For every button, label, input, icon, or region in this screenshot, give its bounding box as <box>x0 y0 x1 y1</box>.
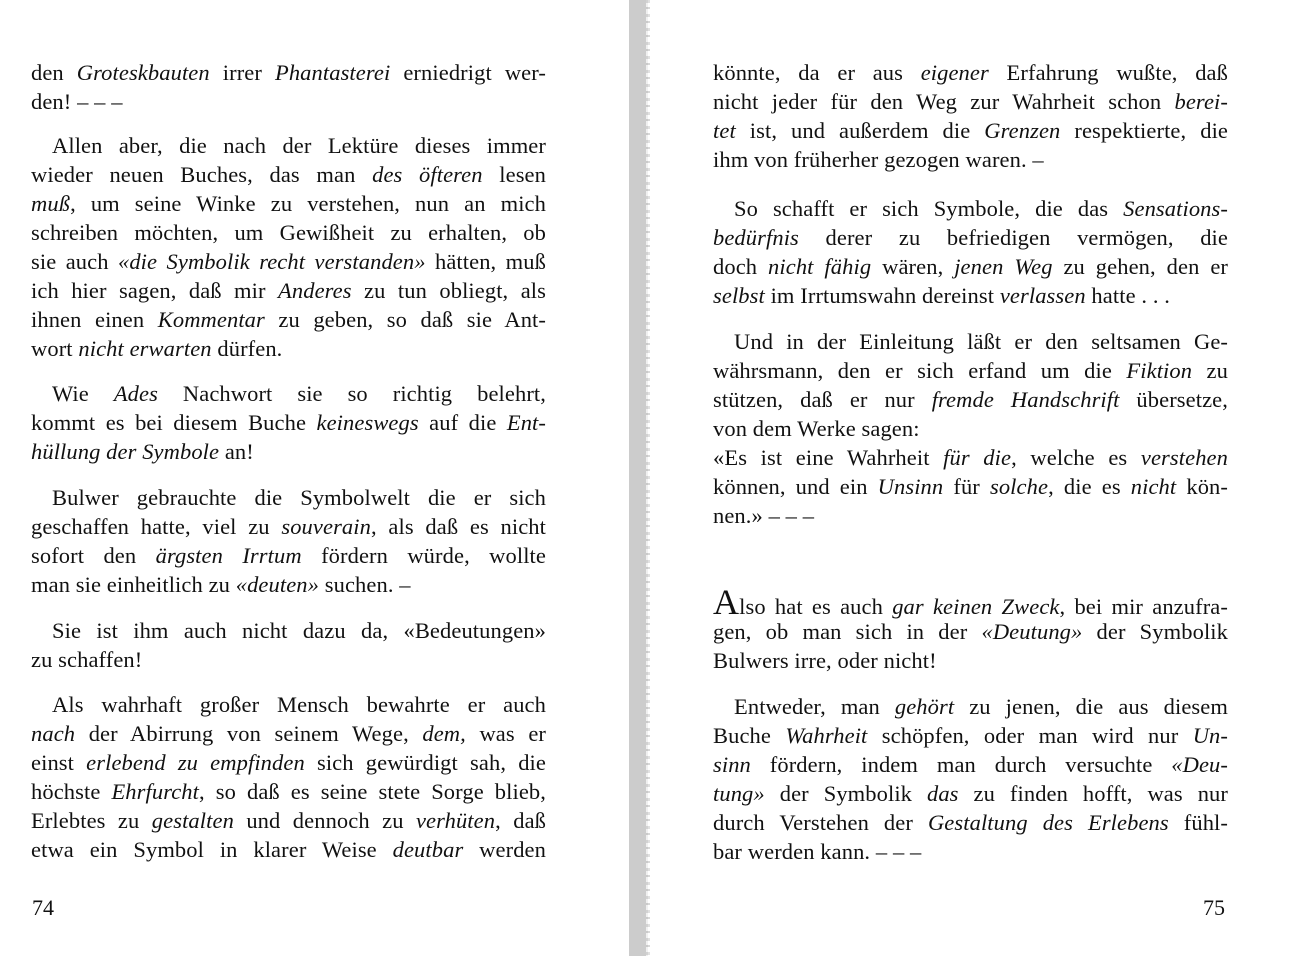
text-run: nicht jeder für den Weg zur Wahrheit schon <box>713 89 1175 114</box>
right-page <box>648 0 1300 956</box>
text-run: , welche es <box>1011 445 1141 470</box>
text-run: sich gewürdigt sah, die <box>304 750 546 775</box>
text-run: den! – – – <box>31 89 123 114</box>
text-run: zu gehen, den er <box>1052 254 1228 279</box>
text-run: lso hat es auch <box>739 594 893 619</box>
text-line <box>713 414 1228 443</box>
text-run: kön- <box>1176 474 1228 499</box>
italic-emphasis: ärgsten Irrtum <box>155 543 302 568</box>
left-page-number: 74 <box>32 895 54 920</box>
text-line <box>31 58 546 87</box>
text-run: währsmann, den er sich erfand um die <box>713 358 1127 383</box>
text-run: man sie einheitlich zu <box>31 572 236 597</box>
italic-emphasis: gestalten <box>151 808 234 833</box>
italic-emphasis: Phantasterei <box>274 60 391 85</box>
text-line <box>31 437 546 466</box>
text-run: «Es ist eine Wahrheit <box>713 445 944 470</box>
text-line <box>713 194 1228 223</box>
text-run: wieder neuen Buches, das man <box>31 162 373 187</box>
text-run: Wie <box>52 381 114 406</box>
text-run: zu geben, so daß sie Ant- <box>264 307 546 332</box>
text-run: kommt es bei diesem Buche <box>31 410 317 435</box>
text-line <box>31 218 546 247</box>
text-run: im Irrtumswahn dereinst <box>764 283 1000 308</box>
text-run: zu schaffen! <box>31 647 143 672</box>
text-run: schreiben möchten, um Gewißheit zu erhalten, ob <box>31 220 546 245</box>
text-run: fühl- <box>1168 810 1228 835</box>
text-run: erniedrigt wer- <box>390 60 546 85</box>
text-line <box>713 443 1228 472</box>
text-line <box>31 379 546 408</box>
italic-emphasis: Ades <box>113 381 158 406</box>
text-run: nen.» – – – <box>713 503 815 528</box>
text-run: dürfen. <box>211 336 283 361</box>
text-run: Entweder, man <box>734 694 895 719</box>
italic-emphasis: jenen Weg <box>954 254 1053 279</box>
text-line <box>31 512 546 541</box>
italic-emphasis: dem, <box>422 721 466 746</box>
text-run: könnte, da er aus <box>713 60 921 85</box>
text-line <box>31 690 546 719</box>
text-run: durch Verstehen der <box>713 810 928 835</box>
text-line <box>713 281 1228 310</box>
initial-capital: A <box>713 582 740 622</box>
italic-emphasis: «deuten» <box>235 572 320 597</box>
text-line <box>31 247 546 276</box>
text-run: etwa ein Symbol in klarer Weise <box>31 837 393 862</box>
italic-emphasis: Fiktion <box>1126 358 1193 383</box>
italic-emphasis: tet <box>713 118 736 143</box>
text-run: Sie ist ihm auch nicht dazu da, «Bedeutungen» <box>52 618 546 643</box>
italic-emphasis: Ent- <box>506 410 546 435</box>
text-run: übersetze, <box>1119 387 1228 412</box>
text-run: wären, <box>871 254 955 279</box>
text-line <box>713 837 1228 866</box>
italic-emphasis: Unsinn <box>877 474 944 499</box>
italic-emphasis: bedürfnis <box>713 225 799 250</box>
text-run: , die es <box>1048 474 1131 499</box>
italic-emphasis: Anderes <box>278 278 352 303</box>
text-run: suchen. – <box>319 572 411 597</box>
text-line <box>713 116 1228 145</box>
italic-emphasis: «die Symbolik recht verstanden» <box>117 249 426 274</box>
text-run: Und in der Einleitung läßt er den seltsamen Ge- <box>734 329 1228 354</box>
text-run: Als wahrhaft großer Mensch bewahrte er auch <box>52 692 546 717</box>
italic-emphasis: sinn <box>713 752 751 777</box>
text-run: gen, ob man sich in der <box>713 619 982 644</box>
italic-emphasis: souverain <box>281 514 371 539</box>
text-run: lesen <box>482 162 546 187</box>
text-run: zu jenen, die aus diesem <box>954 694 1228 719</box>
italic-emphasis: Kommentar <box>157 307 265 332</box>
text-line <box>31 276 546 305</box>
text-line <box>713 385 1228 414</box>
text-run: , als daß es nicht <box>370 514 546 539</box>
text-run: doch <box>713 254 769 279</box>
text-line <box>713 472 1228 501</box>
text-run: ihm von früherher gezogen waren. – <box>713 147 1044 172</box>
text-run: fördern, indem man durch versuchte <box>750 752 1172 777</box>
italic-emphasis: keineswegs <box>316 410 419 435</box>
text-run: sie auch <box>31 249 118 274</box>
text-line <box>713 582 1228 622</box>
text-run: einst <box>31 750 87 775</box>
text-line <box>31 408 546 437</box>
text-line <box>31 806 546 835</box>
text-line <box>713 356 1228 385</box>
italic-emphasis: gar keinen Zweck <box>892 594 1060 619</box>
italic-emphasis: Groteskbauten <box>76 60 210 85</box>
text-run: Bulwer gebrauchte die Symbolwelt die er sich <box>52 485 546 510</box>
italic-emphasis: berei- <box>1174 89 1228 114</box>
text-run: was er <box>465 721 546 746</box>
italic-emphasis: hüllung der Symbole <box>31 439 220 464</box>
italic-emphasis: muß <box>31 191 71 216</box>
text-run: der Symbolik <box>1082 619 1229 644</box>
text-run: ist, und außerdem die <box>735 118 985 143</box>
text-line <box>31 483 546 512</box>
text-line <box>31 719 546 748</box>
text-run: auf die <box>418 410 507 435</box>
text-line <box>31 131 546 160</box>
text-run: sofort den <box>31 543 156 568</box>
italic-emphasis: nach <box>31 721 76 746</box>
italic-emphasis: «Deu- <box>1171 752 1228 777</box>
italic-emphasis: Grenzen <box>984 118 1061 143</box>
text-run: fördern würde, wollte <box>301 543 546 568</box>
text-run: irrer <box>209 60 275 85</box>
text-line <box>31 835 546 864</box>
text-run: Buche <box>713 723 786 748</box>
text-run: und dennoch zu <box>233 808 416 833</box>
text-run: , daß <box>495 808 547 833</box>
text-run: zu <box>1192 358 1228 383</box>
text-line <box>713 808 1228 837</box>
text-line <box>713 145 1228 174</box>
text-line <box>713 252 1228 281</box>
text-run: stützen, daß er nur <box>713 387 932 412</box>
text-run: den <box>31 60 77 85</box>
text-line <box>31 87 546 116</box>
italic-emphasis: Ehrfurcht <box>111 779 200 804</box>
text-line <box>713 501 1228 530</box>
text-run: Erfahrung wußte, daß <box>988 60 1228 85</box>
text-run: geschaffen hatte, viel zu <box>31 514 282 539</box>
text-line <box>713 87 1228 116</box>
text-run: können, und ein <box>713 474 878 499</box>
italic-emphasis: des öfteren <box>372 162 483 187</box>
text-run: respektierte, die <box>1060 118 1229 143</box>
text-run: , um seine Winke zu verstehen, nun an mich <box>70 191 546 216</box>
text-line <box>31 570 546 599</box>
text-run: , so daß es seine stete Sorge blieb, <box>199 779 547 804</box>
text-line <box>31 305 546 334</box>
text-line <box>31 334 546 363</box>
text-run: von dem Werke sagen: <box>713 416 920 441</box>
italic-emphasis: fremde Handschrift <box>931 387 1120 412</box>
italic-emphasis: deutbar <box>392 837 464 862</box>
italic-emphasis: Un- <box>1192 723 1228 748</box>
text-run: bar werden kann. – – – <box>713 839 922 864</box>
text-run: , bei mir anzufra- <box>1059 594 1228 619</box>
text-run: ich hier sagen, daß mir <box>31 278 279 303</box>
text-line <box>31 541 546 570</box>
text-run: der Abirrung von seinem Wege, <box>75 721 423 746</box>
text-line <box>31 645 546 674</box>
text-run: zu tun obliegt, als <box>351 278 546 303</box>
text-line <box>713 223 1228 252</box>
text-line <box>713 646 1228 675</box>
text-line <box>713 617 1228 646</box>
text-run: So schafft er sich Symbole, die das <box>734 196 1124 221</box>
text-run: schöpfen, oder man wird nur <box>867 723 1193 748</box>
text-run: werden <box>463 837 546 862</box>
italic-emphasis: tung» <box>713 781 765 806</box>
text-line <box>713 327 1228 356</box>
text-run: für <box>943 474 990 499</box>
text-line <box>713 750 1228 779</box>
italic-emphasis: nicht <box>1130 474 1177 499</box>
right-page-number: 75 <box>1203 895 1225 920</box>
text-line <box>713 721 1228 750</box>
italic-emphasis: für die <box>943 445 1012 470</box>
italic-emphasis: «Deutung» <box>981 619 1083 644</box>
left-page <box>0 0 629 956</box>
text-run: Allen aber, die nach der Lektüre dieses immer <box>52 133 546 158</box>
italic-emphasis: Sensations- <box>1123 196 1228 221</box>
text-run: derer zu befriedigen vermögen, die <box>798 225 1228 250</box>
text-run: Erlebtes zu <box>31 808 152 833</box>
italic-emphasis: selbst <box>713 283 765 308</box>
text-run: der Symbolik <box>764 781 927 806</box>
text-run: ihnen einen <box>31 307 158 332</box>
text-run: zu finden hofft, was nur <box>958 781 1228 806</box>
italic-emphasis: nicht erwarten <box>78 336 212 361</box>
italic-emphasis: das <box>926 781 959 806</box>
text-run: hatte . . . <box>1085 283 1171 308</box>
italic-emphasis: eigener <box>920 60 989 85</box>
text-line <box>31 748 546 777</box>
italic-emphasis: erlebend zu empfinden <box>86 750 305 775</box>
text-run: an! <box>219 439 254 464</box>
text-run: Bulwers irre, oder nicht! <box>713 648 937 673</box>
italic-emphasis: Gestaltung des Erlebens <box>927 810 1169 835</box>
italic-emphasis: verhüten <box>415 808 496 833</box>
text-line <box>713 692 1228 721</box>
text-line <box>713 779 1228 808</box>
text-run: hätten, muß <box>425 249 546 274</box>
text-run: wort <box>31 336 79 361</box>
text-line <box>713 58 1228 87</box>
italic-emphasis: verstehen <box>1140 445 1228 470</box>
italic-emphasis: Wahrheit <box>785 723 868 748</box>
text-line <box>31 777 546 806</box>
text-line <box>31 189 546 218</box>
text-run: Nachwort sie so richtig belehrt, <box>157 381 546 406</box>
italic-emphasis: nicht fähig <box>768 254 872 279</box>
italic-emphasis: gehört <box>894 694 955 719</box>
italic-emphasis: solche <box>989 474 1049 499</box>
italic-emphasis: verlassen <box>999 283 1086 308</box>
text-line <box>31 160 546 189</box>
text-run: höchste <box>31 779 112 804</box>
text-line <box>31 616 546 645</box>
